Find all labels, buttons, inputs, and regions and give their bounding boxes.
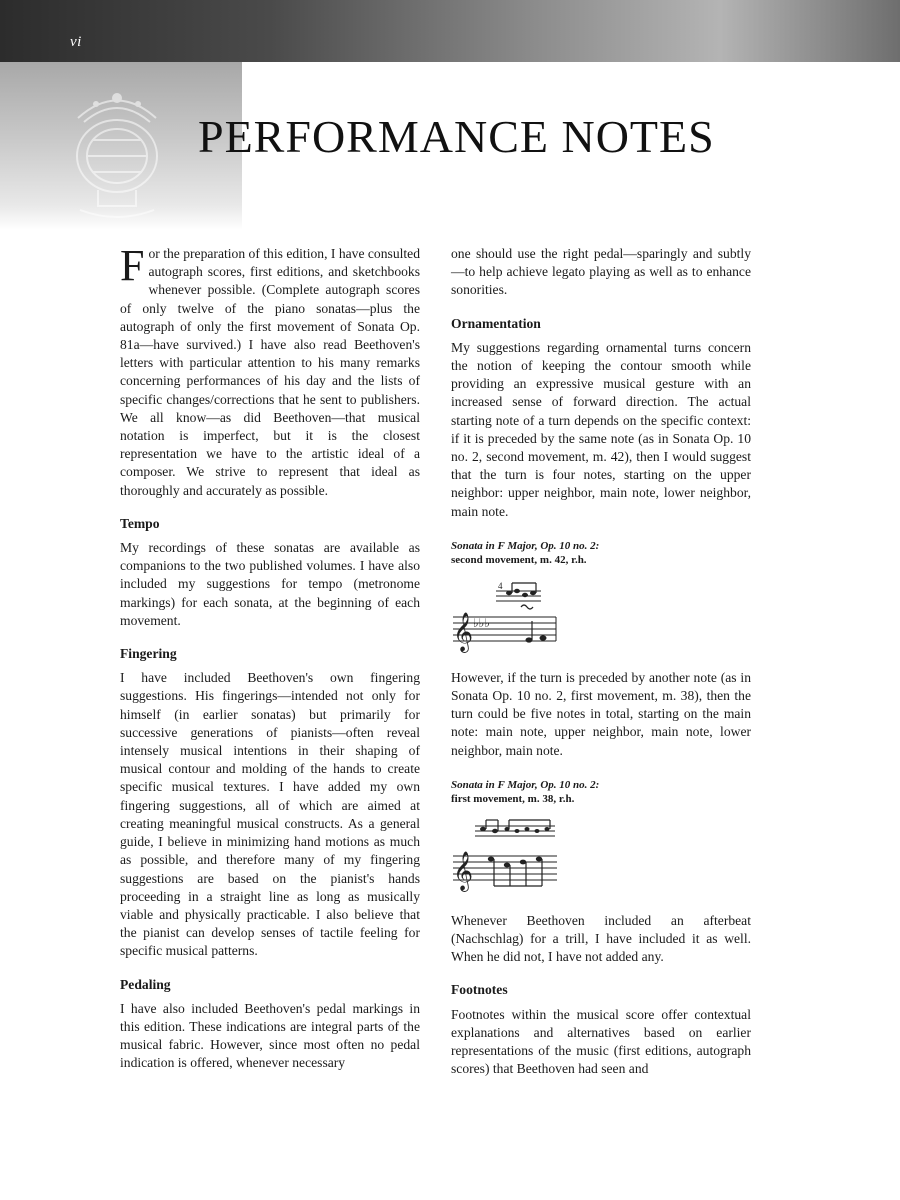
- page-title: PERFORMANCE NOTES: [198, 111, 715, 162]
- fingering-paragraph: I have included Beethoven's own fingering suggestions. His fingerings—intended not only for himself (in earlier sonatas) but primarily for successive generations of pianists—often reveal intensely musical intentions in their shaping of musical contour and molding of the hands to create specific musical textures. I have added my own fingering suggestions, all of which are aimed at creating meaningful musical constructs. As a general guide, I believe in minimizing hand motions as much as possible, and therefore many of my fingering suggestions are based on the pianist's hands proceeding in a straight line as long as musically viable and physically practicable. I also believe that the pianist can develop senses of tactile feeling for specific musical patterns.: [120, 670, 420, 959]
- right-column: [451, 245, 751, 1093]
- score-example-1-icon: [451, 577, 571, 653]
- ornamentation-paragraph-3: Whenever Beethoven included an afterbeat (Nachschlag) for a trill, I have included it as well. When he did not, I have not added any.: [451, 912, 751, 965]
- footnotes-paragraph: Footnotes within the musical score offer contextual explanations and alternatives based on earlier representations of the music (first editions, autograph scores) that Beethoven had seen and: [451, 1006, 751, 1077]
- intro-paragraph: [120, 241, 420, 500]
- crest-watermark-icon: [58, 78, 176, 220]
- svg-text:𝄞: 𝄞: [453, 850, 474, 891]
- pedaling-heading: Pedaling: [120, 976, 171, 992]
- left-column: [120, 241, 420, 1088]
- page-number: vi: [70, 34, 82, 50]
- intro-text: or the preparation of this edition, I have consulted autograph scores, first editions, and sketchbooks whenever possible. (Complete autograph scores of only twelve of the piano sonatas—plus the autograph of only the first movement of Sonata Op. 81a—have survived.) I have also read Beethoven's letters with particular attention to his many remarks concerning performances of his day and the lists of specific changes/corrections that he sent to publishers. We all know—as did Beethoven—that musical notation is imperfect, but it is the closest representation we have to the artistic ideal of a composer. We strive to represent that ideal as thoroughly and accurately as possible.: [120, 246, 420, 498]
- ornamentation-heading: Ornamentation: [451, 315, 541, 331]
- pedaling-continued: one should use the right pedal—sparingly and subtly—to help achieve legato playing as well as to enhance sonorities.: [451, 246, 751, 298]
- drop-cap: F: [120, 241, 145, 290]
- example-2-title: Sonata in F Major, Op. 10 no. 2:: [451, 778, 600, 791]
- footnotes-heading: Footnotes: [451, 982, 508, 998]
- example-1-subtitle: second movement, m. 42, r.h.: [451, 553, 587, 566]
- tempo-heading: Tempo: [120, 515, 160, 531]
- fingering-heading: Fingering: [120, 646, 177, 662]
- ornamentation-paragraph: My suggestions regarding ornamental turns concern the notion of keeping the contour smooth while providing an expressive musical gesture with an increased sense of forward direction. The actual starting note of a turn depends on the specific context: if it is preceded by the same note (as in Sonata Op. 10 no. 2, second movement, m. 42), then I would suggest that the turn is four notes, starting on the upper neighbor: upper neighbor, main note, lower neighbor, main note.: [451, 339, 751, 519]
- svg-text:♭♭♭: ♭♭♭: [473, 615, 490, 630]
- tempo-paragraph: My recordings of these sonatas are available as companions to the two published volumes. I have also included my suggestions for tempo (metronome markings) for each sonata, at the beginning of each movement.: [120, 540, 420, 628]
- score-example-2-icon: [451, 816, 571, 896]
- header-band: [0, 0, 900, 62]
- example-2-subtitle: first movement, m. 38, r.h.: [451, 792, 575, 805]
- example-caption-1: [451, 539, 751, 567]
- example-1-fingering: 4: [498, 580, 503, 591]
- example-1-title: Sonata in F Major, Op. 10 no. 2:: [451, 539, 600, 552]
- example-caption-2: [451, 778, 751, 806]
- ornamentation-paragraph-2: However, if the turn is preceded by another note (as in Sonata Op. 10 no. 2, first movement, m. 38), then the turn could be five notes in total, starting on the main note: main note, upper neighbor, main note, lower neighbor, main note.: [451, 669, 751, 758]
- treble-clef: 𝄞: [453, 611, 474, 652]
- pedaling-paragraph: I have also included Beethoven's pedal markings in this edition. These indications are integral parts of the musical fabric. However, since most often no pedal indication is offered, whenever necessary: [120, 1000, 420, 1071]
